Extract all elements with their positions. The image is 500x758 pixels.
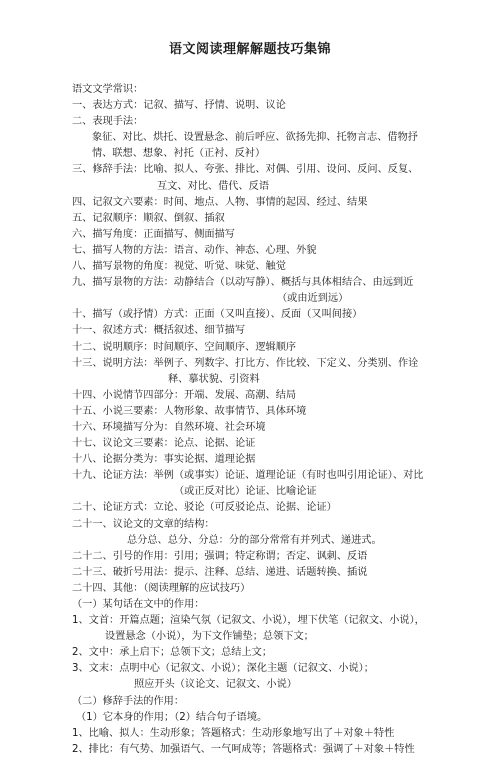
text-line: 六、描写角度：正面描写、侧面描写 [72, 228, 235, 240]
text-line: 十二、说明顺序：时间顺序、空间顺序、逻辑顺序 [72, 341, 297, 353]
text-line: 十六、环境描写分为：自然环境、社会环境 [72, 421, 266, 433]
text-line: 总分总、总分、分总：分的部分常常有并列式、递进式。 [127, 534, 382, 546]
text-line: 释、摹状貌、引资料 [168, 373, 260, 385]
text-line: 五、记叙顺序：顺叙、倒叙、插叙 [72, 212, 225, 224]
text-line: 设置悬念（小说），为下文作铺垫；总领下文； [105, 631, 314, 643]
text-line: 十八、论据分类为：事实论据、道理论据 [72, 454, 256, 466]
text-line: 3、文末：点明中心（记叙文、小说）；深化主题（记叙文、小说）； [72, 663, 374, 675]
text-line: 2、文中：承上启下；总领下文；总结上文； [72, 647, 273, 659]
text-line: （一）某句话在文中的作用： [72, 599, 205, 610]
text-line: 十一、叙述方式：概括叙述、细节描写 [72, 325, 246, 337]
text-line: 十三、说明方法：举例子、列数字、打比方、作比较、下定义、分类别、作诠 [72, 357, 419, 369]
text-line: （或由近到远） [277, 293, 349, 305]
text-line: 二十一、议论文的文章的结构： [72, 518, 215, 530]
text-line: 互文、对比、借代、反语 [157, 180, 270, 192]
document-body [72, 82, 492, 758]
text-line: 十四、小说情节四部分：开端、发展、高潮、结局 [72, 389, 297, 401]
text-line: （1）它本身的作用；（2）结合句子语境。 [76, 711, 268, 723]
text-line: 十九、论证方法：举例（或事实）论证、道理论证（有时也叫引用论证）、对比 [72, 470, 424, 482]
text-line: 三、修辞手法：比喻、拟人、夸张、排比、对偶、引用、设问、反问、反复、 [72, 164, 419, 176]
text-line: 九、描写景物的方法：动静结合（以动写静）、概括与具体相结合、由远到近 [72, 277, 414, 289]
text-line: 语文文学常识： [72, 84, 144, 95]
text-line: 二十三、破折号用法：提示、注释、总结、递进、话题转换、插说 [72, 566, 368, 578]
text-line: 2、排比：有气势、加强语气、一气呵成等；答题格式：强调了＋对象＋特性 [72, 743, 415, 755]
text-line: 四、记叙文六要素：时间、地点、人物、事情的起因、经过、结果 [72, 196, 368, 208]
text-line: （二）修辞手法的作用： [72, 695, 185, 707]
text-line: 八、描写景物的角度：视觉、听觉、味觉、触觉 [72, 261, 286, 273]
text-line: 象征、对比、烘托、设置悬念、前后呼应、欲扬先抑、托物言志、借物抒 [92, 132, 418, 144]
text-line: 十五、小说三要素：人物形象、故事情节、具体环境 [72, 405, 307, 417]
document-title: 语文阅读理解解题技巧集锦 [168, 42, 331, 57]
text-line: 二、表现手法： [72, 116, 144, 128]
text-line: 十、描写（或抒情）方式：正面（又叫直接）、反面（又叫间接） [72, 309, 363, 321]
text-line: 七、描写人物的方法：语言、动作、神态、心理、外貌 [72, 244, 317, 256]
text-line: 1、比喻、拟人：生动形象；答题格式：生动形象地写出了＋对象＋特性 [72, 727, 395, 739]
text-line: 照应开头（议论文、记叙文、小说） [134, 679, 297, 691]
text-line: 二十四、其他：（阅读理解的应试技巧） [72, 582, 251, 594]
text-line: 二十二、引号的作用：引用；强调；特定称谓；否定、讽刺、反语 [72, 550, 368, 562]
text-line: 1、文首：开篇点题；渲染气氛（记叙文、小说），埋下伏笔（记叙文、小说）， [72, 615, 425, 627]
text-line: 一、表达方式：记叙、描写、抒情、说明、议论 [72, 100, 286, 112]
text-line: 二十、论证方式：立论、驳论（可反驳论点、论据、论证） [72, 502, 337, 514]
text-line: （或正反对比）论证、比喻论证 [174, 486, 317, 498]
text-line: 十七、议论文三要素：论点、论据、论证 [72, 438, 256, 450]
text-line: 情、联想、想象、衬托（正衬、反衬） [92, 148, 266, 160]
